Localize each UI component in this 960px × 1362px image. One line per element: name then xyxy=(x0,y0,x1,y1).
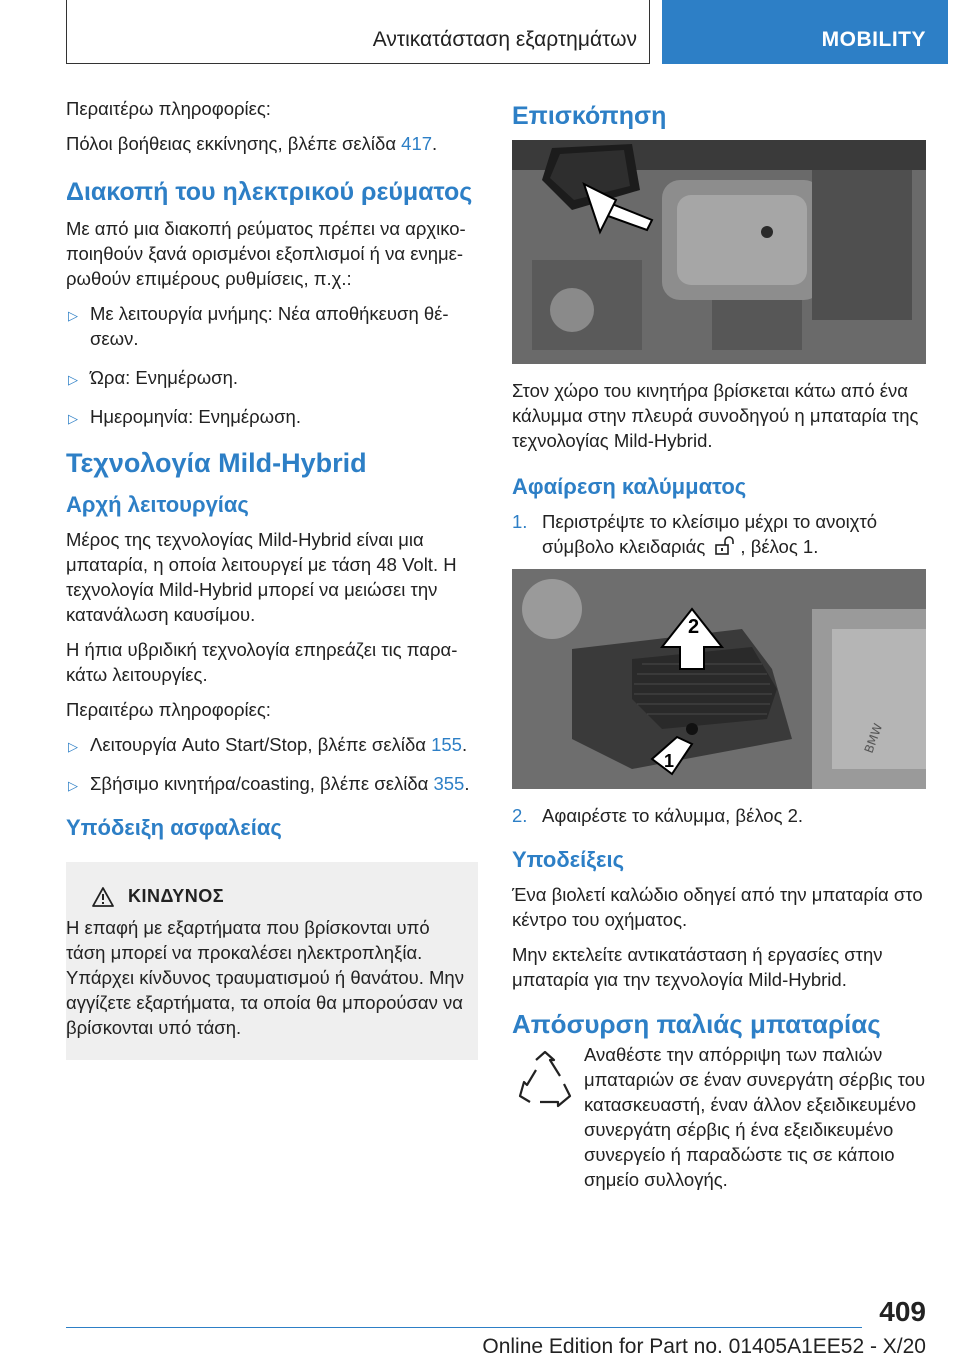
heading-safety-note: Υπόδειξη ασφαλείας xyxy=(66,815,282,840)
chapter-title: Αντικατάσταση εξαρτημάτων xyxy=(372,28,637,51)
reference-end: . xyxy=(432,133,438,154)
list-item-text: Ημερομηνία: Ενημέρωση. xyxy=(90,406,301,427)
callout-2-text: 2 xyxy=(688,616,700,638)
principle-text-3: Περαιτέρω πληροφορίες: xyxy=(66,699,271,720)
step-number: 1. xyxy=(512,511,528,532)
list-item-text: Λειτουργία Auto Start/Stop, βλέπε σελίδα xyxy=(90,734,432,755)
engine-bay-photo xyxy=(512,140,926,364)
reference-text: Πόλοι βοήθειας εκκίνησης, βλέπε σελίδα xyxy=(66,133,402,154)
recycle-icon xyxy=(512,1048,578,1114)
list-item xyxy=(66,404,478,429)
step-item xyxy=(512,509,926,559)
page-link-355[interactable]: 355 xyxy=(433,773,465,794)
danger-text: Η επαφή με εξαρτήματα που βρίσκονται υπό τάση μπορεί να προκαλέσει ηλεκτροπληξία. Υπάρχει κίνδυνος τραυματισμού ή θανάτου. Μην αγγίζετε εξαρτήματα, τα οποία θα μπορούσαν να βρίσκονται υπό τάση. xyxy=(66,917,464,1038)
engine-logo-text: BMW xyxy=(861,721,886,756)
jump-start-reference xyxy=(66,131,478,156)
battery-cover-photo xyxy=(512,569,926,789)
list-item-end: . xyxy=(461,734,468,755)
step-text-end: , βέλος 1. xyxy=(740,536,819,557)
heading-disposal: Απόσυρση παλιάς μπαταρίας xyxy=(512,1009,881,1039)
list-item xyxy=(66,301,478,351)
notes-text-1: Ένα βιολετί καλώδιο οδηγεί από την μπαταρία στο κέντρο του οχήματος. xyxy=(512,884,923,930)
triangle-bullet-icon: ▷ xyxy=(68,739,78,754)
danger-title: ΚΙΝΔΥΝΟΣ xyxy=(128,886,225,906)
disposal-text: Αναθέστε την απόρριψη των παλιών μπαταριών σε έναν συνεργάτη σέρβις του κατασκευαστή, έναν άλλον εξειδικευμένο συνεργάτη σέρβις ή ένα εξειδικευμένο συνεργείο ή παραδώστε τις σε κάποιο σημείο συλλογής. xyxy=(584,1044,926,1190)
page-link-155[interactable]: 155 xyxy=(431,734,462,755)
step-text: Αφαιρέστε το κάλυμμα, βέλος 2. xyxy=(542,805,804,826)
heading-mild-hybrid: Τεχνολογία Mild-Hybrid xyxy=(66,448,367,478)
principle-text-1: Μέρος της τεχνολογίας Mild-Hybrid είναι μια μπαταρία, η οποία λειτουργεί με τάση 48 Volt. Η τεχνολογία Mild-Hybrid μπορεί να μειώσει την κατανάλωση καυσίμου. xyxy=(66,529,457,625)
section-tab-label: MOBILITY xyxy=(821,28,926,51)
disposal-block xyxy=(512,1044,926,1202)
remove-steps xyxy=(512,509,926,559)
list-item-text: Με λειτουργία μνήμης: Νέα αποθήκευση θέσεων. xyxy=(90,303,449,349)
further-info-label: Περαιτέρω πληροφορίες: xyxy=(66,98,271,119)
overview-text: Στον χώρο του κινητήρα βρίσκεται κάτω από ένα κάλυμμα στην πλευρά συνοδηγού η μπαταρία της τεχνολογίας Mild-Hybrid. xyxy=(512,380,919,451)
step-item xyxy=(512,803,926,828)
step-text: Περιστρέψτε το κλείσιμο μέχρι το ανοιχτό σύμβολο κλειδαριάς xyxy=(542,511,878,557)
danger-box xyxy=(66,862,478,1060)
footer-divider xyxy=(66,1327,862,1328)
page-number: 409 xyxy=(879,1296,926,1327)
edition-text: Online Edition for Part no. 01405A1EE52 - X/20 xyxy=(482,1335,926,1358)
list-item xyxy=(66,771,478,796)
unlock-icon xyxy=(714,536,736,556)
page-link-417[interactable]: 417 xyxy=(401,133,433,154)
triangle-bullet-icon: ▷ xyxy=(68,411,78,426)
list-item xyxy=(66,365,478,390)
more-info-list xyxy=(66,732,478,796)
page-header xyxy=(66,0,948,64)
list-item xyxy=(66,732,478,757)
triangle-bullet-icon: ▷ xyxy=(68,308,78,323)
heading-remove-cover: Αφαίρεση καλύμματος xyxy=(512,474,747,499)
right-column xyxy=(512,96,926,1202)
section-tab-mobility[interactable] xyxy=(662,0,948,64)
remove-steps-2 xyxy=(512,803,926,828)
warning-icon xyxy=(92,887,114,907)
list-item-text: Σβήσιμο κινητήρα/coasting, βλέπε σελίδα xyxy=(90,773,434,794)
danger-header xyxy=(66,886,464,907)
heading-principle: Αρχή λειτουργίας xyxy=(66,492,249,517)
heading-notes: Υποδείξεις xyxy=(512,847,625,872)
list-item-text: Ώρα: Ενημέρωση. xyxy=(90,367,239,388)
chapter-title-box xyxy=(66,0,650,64)
triangle-bullet-icon: ▷ xyxy=(68,778,78,793)
callout-1-text: 1 xyxy=(664,751,675,771)
principle-text-2: Η ήπια υβριδική τεχνολογία επηρεάζει τις παρακάτω λειτουργίες. xyxy=(66,639,458,685)
power-list xyxy=(66,301,478,429)
triangle-bullet-icon: ▷ xyxy=(68,372,78,387)
notes-text-2: Μην εκτελείτε αντικατάσταση ή εργασίες στην μπαταρία για την τεχνολογία Mild-Hybrid. xyxy=(512,944,883,990)
heading-overview: Επισκόπηση xyxy=(512,102,667,130)
power-interruption-text: Με από μια διακοπή ρεύματος πρέπει να αρχικοποιηθούν ξανά ορισμένοι εξοπλισμοί ή να ενημερωθούν επιμέρους ρυθμίσεις, π.χ.: xyxy=(66,218,466,289)
heading-power-interruption: Διακοπή του ηλεκτρικού ρεύματος xyxy=(66,178,473,206)
list-item-end: . xyxy=(464,773,470,794)
left-column xyxy=(66,96,478,1060)
step-number: 2. xyxy=(512,805,528,826)
